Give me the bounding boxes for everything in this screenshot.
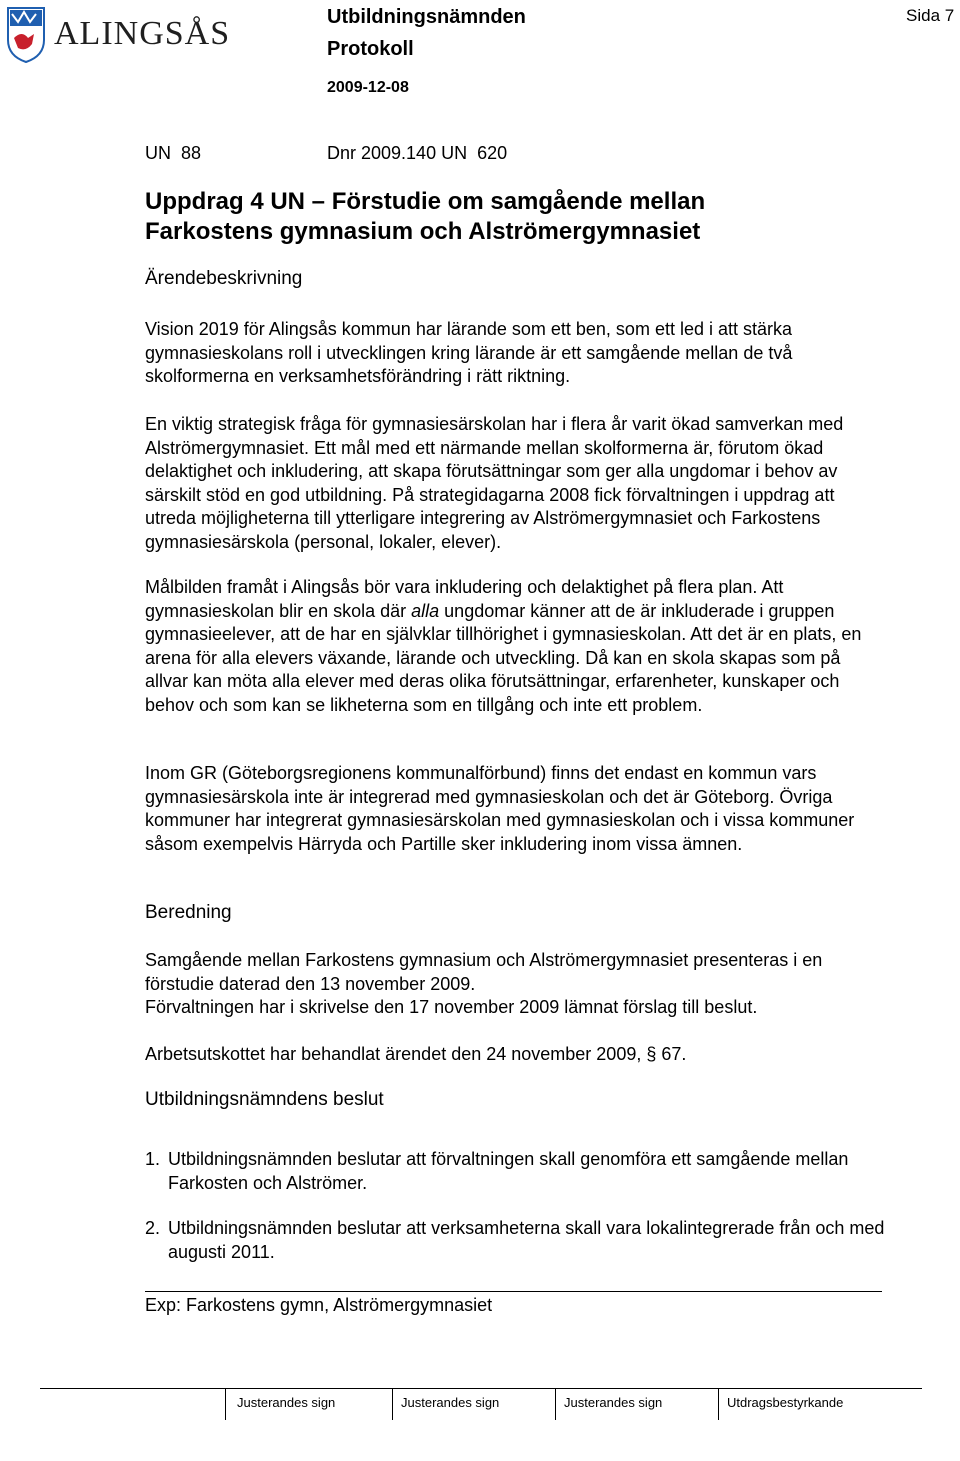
decision-text: Utbildningsnämnden beslutar att verksamheterna skall vara lokalintegrerade från och med augusti 2011. (168, 1218, 885, 1262)
arende-paragraph-4: Inom GR (Göteborgsregionens kommunalförbund) finns det endast en kommun vars gymnasiesärskola inte är integrerad med gymnasieskolan och det är Göteborg. Övriga kommuner har integrerat gymnasiesärskolan med gymnasieskolan och i vissa kommuner såsom exempelvis Härryda och Partille sker inkludering inom vissa ämnen. (145, 763, 855, 854)
arende-paragraph-3-part-a: Målbilden framåt i Alingsås bör vara inkludering och delaktighet på flera plan. Att gymnasieskolan blir en skola där (145, 577, 784, 621)
arende-paragraph-3 (145, 576, 885, 717)
page-number: Sida 7 (906, 6, 955, 25)
section-heading-beredning: Beredning (145, 902, 232, 923)
beredning-paragraph-2: Arbetsutskottet har behandlat ärendet den 24 november 2009, § 67. (145, 1044, 687, 1064)
signature-field-1: Justerandes sign (237, 1395, 336, 1410)
arende-paragraph-3-part-b: ungdomar känner att de är inkluderade i gruppen gymnasieelever, att de har en självklar tillhörighet i gymnasieskolan. Att det är en plats, en arena för alla elevers växande, lärande och utveckling. Då kan en skola skapas som på allvar kan möta alla elever med deras olika förutsättningar, erfarenheter, kunskaper och behov och som kan se likheterna som en tillgång och inte ett problem. (145, 600, 862, 715)
beredning-line-1: Samgående mellan Farkostens gymnasium och Alströmergymnasiet presenteras i en förstudie daterad den 13 november 2009. (145, 950, 823, 994)
signature-field-3: Justerandes sign (564, 1395, 663, 1410)
decision-item-2 (145, 1217, 885, 1264)
municipality-logo (4, 4, 254, 64)
coat-of-arms-icon (4, 4, 254, 64)
meeting-date: 2009-12-08 (327, 79, 409, 96)
section-heading-beslut: Utbildningsnämndens beslut (145, 1089, 384, 1110)
signature-column-divider (718, 1388, 719, 1420)
signature-field-4: Utdragsbestyrkande (727, 1395, 844, 1410)
case-title-line-2: Farkostens gymnasium och Alströmergymnasiet (145, 218, 701, 245)
expedition-divider (145, 1291, 882, 1292)
signature-column-divider (225, 1388, 226, 1420)
section-heading-arende: Ärendebeskrivning (145, 268, 303, 289)
svg-text:ALINGSÅS: ALINGSÅS (54, 15, 231, 52)
signature-divider (40, 1388, 922, 1389)
expedition-note: Exp: Farkostens gymn, Alströmergymnasiet (145, 1295, 493, 1315)
decision-number: 2. (145, 1218, 161, 1238)
case-title-line-1: Uppdrag 4 UN – Förstudie om samgående mellan (145, 188, 706, 215)
decision-number: 1. (145, 1149, 161, 1169)
document-type: Protokoll (327, 38, 414, 60)
decision-text: Utbildningsnämnden beslutar att förvaltningen skall genomföra ett samgående mellan Farkosten och Alströmer. (168, 1149, 849, 1193)
decision-item-1 (145, 1148, 885, 1195)
case-title (145, 187, 885, 247)
case-number: UN 88 (145, 143, 202, 163)
committee-name: Utbildningsnämnden (327, 6, 526, 28)
signature-field-2: Justerandes sign (401, 1395, 500, 1410)
signature-column-divider (555, 1388, 556, 1420)
beredning-paragraph-1 (145, 949, 890, 1020)
signature-column-divider (392, 1388, 393, 1420)
arende-paragraph-1: Vision 2019 för Alingsås kommun har lärande som ett ben, som ett led i att stärka gymnasieskolans roll i utvecklingen kring lärande är ett samgående mellan de två skolformerna en verksamhetsförändring i rätt riktning. (145, 319, 793, 386)
arende-paragraph-2: En viktig strategisk fråga för gymnasiesärskolan har i flera år varit ökad samverkan med Alströmergymnasiet. Ett mål med ett närmande mellan skolformerna är, förutom ökad delaktighet och inkludering, att skapa förutsättningar som ger alla ungdomar i behov av särskilt stöd en god utbildning. På strategidagarna 2008 fick förvaltningen i uppdrag att utreda möjligheterna till ytterligare integrering av Alströmergymnasiet och Farkostens gymnasiesärskola (personal, lokaler, elever). (145, 414, 844, 552)
beredning-line-2: Förvaltningen har i skrivelse den 17 november 2009 lämnat förslag till beslut. (145, 997, 758, 1017)
emphasis-text: alla (411, 600, 440, 621)
diary-number: Dnr 2009.140 UN 620 (327, 143, 508, 163)
